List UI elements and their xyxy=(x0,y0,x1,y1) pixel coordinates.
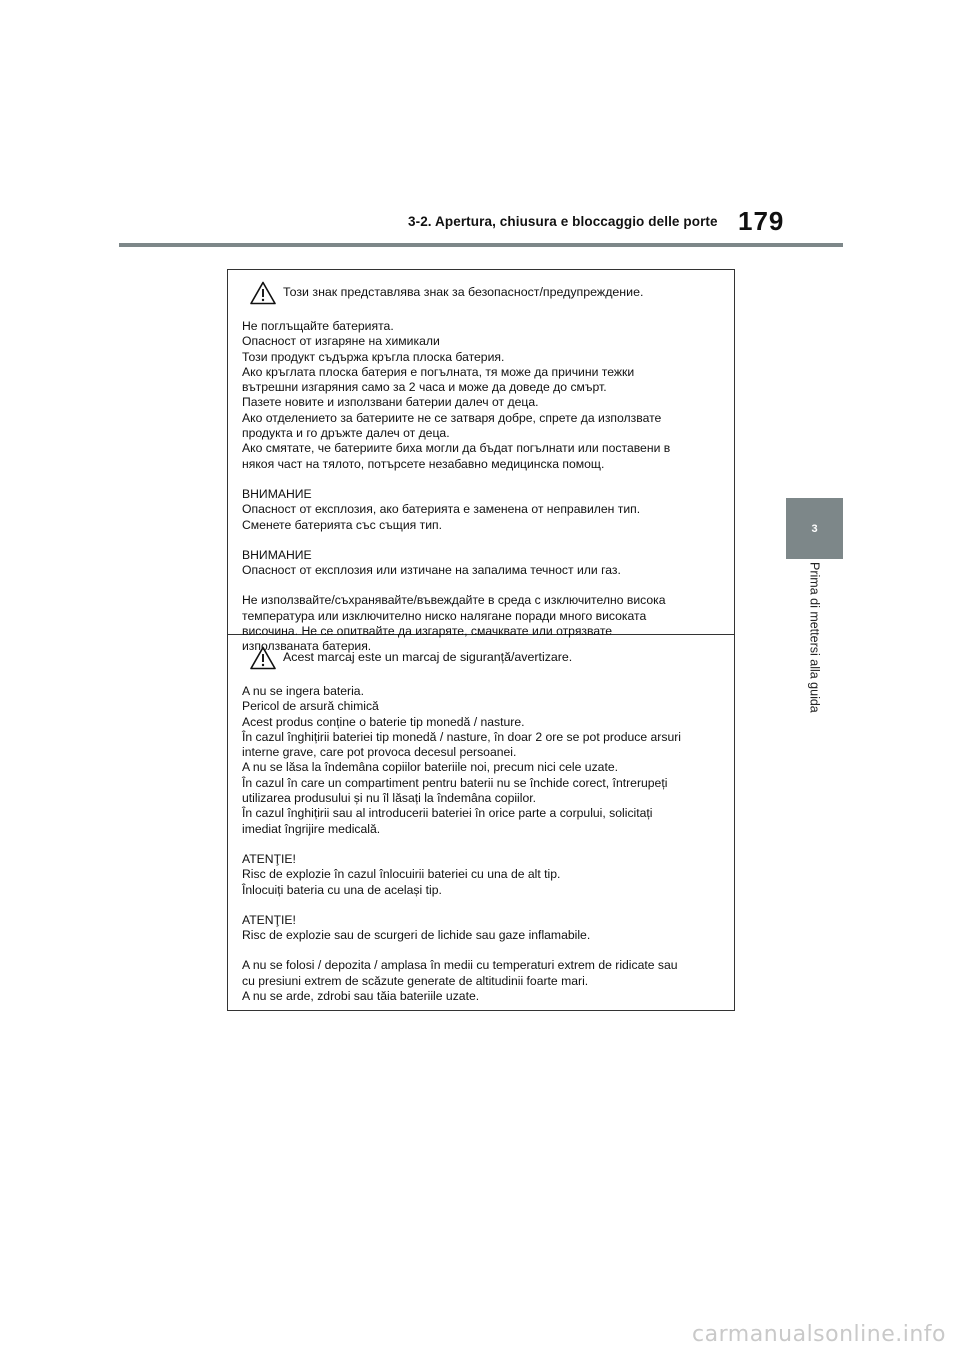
text-line: utilizarea produsului și nu îl lăsați la îndemâna copiilor. xyxy=(242,791,537,806)
text-line: Опасност от експлозия, ако батерията е заменена от неправилен тип. xyxy=(242,502,641,517)
text-line: вътрешни изгаряния само за 2 часа и може да доведе до смърт. xyxy=(242,380,607,395)
text-line: ВНИМАНИЕ xyxy=(242,486,312,501)
page-header-section-title: 3-2. Apertura, chiusura e bloccaggio delle porte xyxy=(408,214,718,229)
text-line: Ако смятате, че батериите биха могли да бъдат погълнати или поставени в xyxy=(242,441,671,456)
warning-title-row xyxy=(242,281,720,305)
text-line: interne grave, care pot provoca decesul persoanei. xyxy=(242,745,517,760)
text-line: Сменете батерията със същия тип. xyxy=(242,517,442,532)
text-line: Ако кръглата плоска батерия е погълната, тя може да причини тежки xyxy=(242,364,635,379)
warning-title-text: Този знак представлява знак за безопасност/предупреждение. xyxy=(283,285,644,300)
text-line: Този продукт съдържа кръгла плоска батерия. xyxy=(242,349,505,364)
warning-paragraph xyxy=(242,958,720,1004)
text-line: A nu se arde, zdrobi sau tăia bateriile uzate. xyxy=(242,989,480,1004)
warning-paragraph xyxy=(242,319,720,472)
warning-paragraph xyxy=(242,487,720,533)
warning-triangle-icon xyxy=(250,646,276,670)
chapter-tab: 3 xyxy=(786,498,843,559)
text-line: температура или изключително ниско налягане поради много високата xyxy=(242,608,647,623)
warning-paragraph xyxy=(242,913,720,944)
text-line: продукта и го дръжте далеч от деца. xyxy=(242,426,450,441)
text-line: Опасност от експлозия или изтичане на запалима течност или газ. xyxy=(242,563,621,578)
chapter-side-label-text: Prima di mettersi alla guida xyxy=(807,562,822,713)
header-rule xyxy=(119,243,843,247)
text-line: imediat îngrijire medicală. xyxy=(242,821,381,836)
text-line: някоя част на тялото, потърсете незабавно медицинска помощ. xyxy=(242,456,605,471)
text-line: Опасност от изгаряне на химикали xyxy=(242,334,440,349)
warning-title-text: Acest marcaj este un marcaj de siguranță/avertizare. xyxy=(283,650,573,665)
text-line: ВНИМАНИЕ xyxy=(242,547,312,562)
text-line: ATENŢIE! xyxy=(242,912,296,927)
text-line: A nu se ingera bateria. xyxy=(242,684,364,698)
text-line: În cazul în care un compartiment pentru baterii nu se închide corect, întrerupeți xyxy=(242,775,668,790)
warning-paragraph xyxy=(242,548,720,579)
text-line: În cazul înghițirii bateriei tip monedă / nasture, în doar 2 ore se pot produce arsuri xyxy=(242,729,681,744)
warning-box xyxy=(227,269,735,1011)
text-line: Înlocuiți bateria cu una de același tip. xyxy=(242,882,442,897)
warning-section-bulgarian xyxy=(228,270,734,654)
text-line: A nu se folosi / depozita / amplasa în medii cu temperaturi extrem de ridicate sau xyxy=(242,958,678,973)
text-line: Ако отделението за батериите не се затваря добре, спрете да използвате xyxy=(242,410,662,425)
warning-section-romanian xyxy=(228,635,734,1011)
warning-paragraph xyxy=(242,852,720,898)
text-line: Risc de explozie sau de scurgeri de lichide sau gaze inflamabile. xyxy=(242,928,591,943)
text-line: În cazul înghițirii sau al introducerii bateriei în orice parte a corpului, solicitați xyxy=(242,806,653,821)
text-line: използваната батерия. xyxy=(242,639,372,654)
text-line: Risc de explozie în cazul înlocuirii bateriei cu una de alt tip. xyxy=(242,867,561,882)
text-line: Acest produs conține o baterie tip monedă / nasture. xyxy=(242,714,525,729)
warning-triangle-icon xyxy=(250,281,276,305)
text-line: Пазете новите и използвани батерии далеч от деца. xyxy=(242,395,539,410)
warning-paragraph xyxy=(242,684,720,837)
text-line: височина. Не се опитвайте да изгаряте, смачквате или отрязвате xyxy=(242,624,613,639)
text-line: Не използвайте/съхранявайте/въвеждайте в среда с изключително висока xyxy=(242,593,666,608)
text-line: A nu se lăsa la îndemâna copiilor bateriile noi, precum nici cele uzate. xyxy=(242,760,618,775)
text-line: Pericol de arsură chimică xyxy=(242,699,379,714)
text-line: Не поглъщайте батерията. xyxy=(242,319,394,333)
page-number: 179 xyxy=(738,206,785,236)
warning-title-row xyxy=(242,646,720,670)
text-line: ATENŢIE! xyxy=(242,851,296,866)
chapter-side-label xyxy=(786,562,843,742)
footer-watermark: carmanualsonline.info xyxy=(692,1322,946,1347)
text-line: cu presiuni extrem de scăzute generate de altitudinii foarte mari. xyxy=(242,973,589,988)
